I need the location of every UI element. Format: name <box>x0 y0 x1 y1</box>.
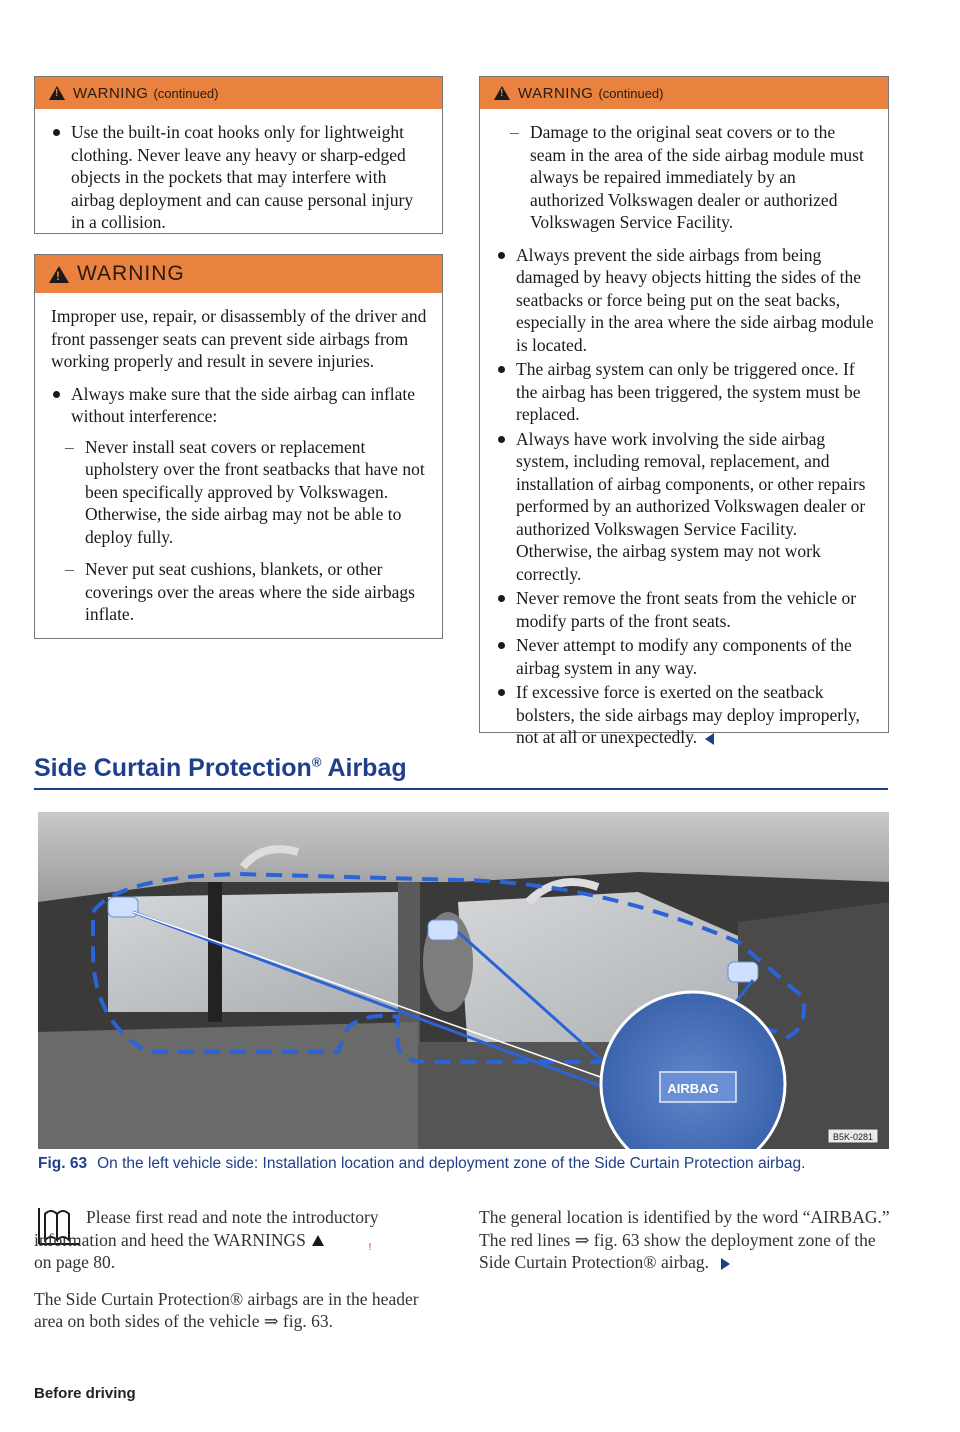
warning-triangle-icon <box>49 86 65 100</box>
warning-dash-item: – Never put seat cushions, blankets, or other coverings over the areas where the side airbags inflate. <box>51 558 428 626</box>
warning-continued-label: (continued) <box>598 85 664 101</box>
section-title-text: Side Curtain Protection <box>34 754 312 782</box>
section-divider <box>34 788 888 790</box>
intro-text-page: on page 80. <box>34 1252 116 1272</box>
continue-arrow-icon <box>721 1258 730 1270</box>
figure-number: Fig. 63 <box>38 1155 88 1172</box>
intro-paragraph <box>34 1206 446 1274</box>
warning-box-continued-right <box>479 76 889 747</box>
warning-box-seats <box>34 254 443 639</box>
figure-code: B5K-0281 <box>832 1132 874 1142</box>
warning-title: WARNING <box>77 262 185 285</box>
warning-header <box>35 77 442 109</box>
intro-text-column <box>34 1206 446 1333</box>
warning-title: WARNING <box>518 84 594 102</box>
warning-dash-item: – Damage to the original seat covers or to the seam in the area of the side airbag module must always be repaired immediately by an authorized Volkswagen dealer or authorized Volkswagen Service Facility. <box>496 121 874 234</box>
registered-mark: ® <box>311 754 322 770</box>
warning-triangle-icon <box>494 86 510 100</box>
warning-triangle-icon <box>49 266 69 283</box>
figure-caption-text: On the left vehicle side: Installation location and deployment zone of the Side Curtain Protection airbag. <box>97 1155 806 1172</box>
warning-box-continued <box>34 76 443 234</box>
page-footer: Before driving <box>34 1385 136 1402</box>
warning-bullet: Always have work involving the side airbag system, including removal, replacement, and installation of airbag components, or other repairs performed by an authorized Volkswagen dealer or authorized Volkswagen Service Facility. Otherwise, the airbag system may not work correctly. <box>496 428 874 586</box>
deployment-text: The general location is identified by the word “AIRBAG.” The red lines ⇒ fig. 63 show the deployment zone of the Side Curtain Protection® airbag. <box>479 1207 890 1272</box>
warning-bullet: Always prevent the side airbags from being damaged by heavy objects hitting the sides of the seatbacks or force being put on the seat backs, especially in the area where the side airbag module is located. <box>496 244 874 357</box>
warning-bullet: Use the built-in coat hooks only for lightweight clothing. Never leave any heavy or sharp-edged objects in the pockets that may interfere with airbag deployment and can cause personal injury in a collision. <box>51 121 428 234</box>
warning-bullet-text: If excessive force is exerted on the seatback bolsters, the side airbags may deploy improperly, not at all or unexpectedly. <box>516 682 860 747</box>
warning-bullet: Never attempt to modify any components of the airbag system in any way. <box>496 634 874 679</box>
intro-text: Please first read and note the introductory information and heed the WARNINGS <box>34 1207 379 1250</box>
warning-dash-item: – Never install seat covers or replacement upholstery over the front seatbacks that have not been specifically approved by Volkswagen. Otherwise, the side airbag may not be able to deploy fully. <box>51 436 428 549</box>
figure-caption <box>38 1155 805 1173</box>
warning-title: WARNING <box>73 84 149 102</box>
warning-triangle-icon <box>312 1235 324 1246</box>
figure-vehicle-interior <box>38 812 889 1149</box>
warning-header <box>35 255 442 293</box>
warning-bullet: Never remove the front seats from the vehicle or modify parts of the front seats. <box>496 587 874 632</box>
location-text-column <box>479 1206 891 1274</box>
warning-continued-label: (continued) <box>153 85 219 101</box>
warning-intro: Improper use, repair, or disassembly of the driver and front passenger seats can prevent side airbags from working properly and result in severe injuries. <box>51 306 427 371</box>
warning-bullet: Always make sure that the side airbag can inflate without interference: <box>51 383 428 428</box>
section-title <box>34 754 407 783</box>
warning-body <box>480 109 888 761</box>
section-title-end: Airbag <box>327 754 407 782</box>
warning-body <box>35 109 442 246</box>
deployment-paragraph <box>479 1206 891 1274</box>
airbag-label: AIRBAG <box>667 1081 719 1096</box>
warning-body <box>35 293 442 646</box>
location-paragraph: The Side Curtain Protection® airbags are in the header area on both sides of the vehicle ⇒ fig. 63. <box>34 1288 419 1331</box>
warning-header <box>480 77 888 109</box>
end-marker-icon <box>705 733 714 745</box>
warning-bullet <box>496 681 874 749</box>
warning-bullet: The airbag system can only be triggered once. If the airbag has been triggered, the system must be replaced. <box>496 358 874 426</box>
vehicle-interior-illustration <box>38 812 889 1149</box>
